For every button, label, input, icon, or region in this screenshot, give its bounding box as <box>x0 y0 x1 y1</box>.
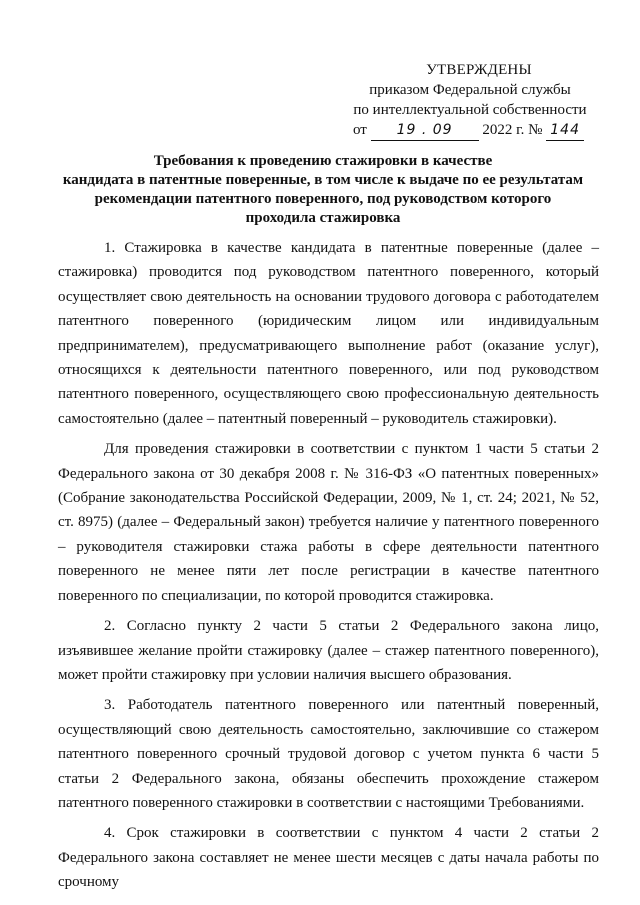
approval-line-1: приказом Федеральной службы <box>369 82 571 98</box>
title-line-2: кандидата в патентные поверенные, в том числе к выдаче по ее результатам <box>62 172 584 188</box>
paragraph-3: 3. Работодатель патентного поверенного или патентный поверенный, осуществляющий свою деятельность самостоятельно, заключившие со стажером патентного поверенного срочный трудовой договор с учетом пункта 6 части 5 статьи 2 Федерального закона, обязаны обеспечить прохождение стажером патентного поверенного стажировки в соответствии с настоящими Требованиями. <box>58 697 599 811</box>
year-number-text: 2022 г. № <box>482 122 543 138</box>
paragraph-1: 1. Стажировка в качестве кандидата в патентные поверенные (далее – стажировка) проводится под руководством патентного поверенного, который осуществляет свою деятельность на основании трудового договора с работодателем патентного поверенного (юридическим лицом или индивидуальным предпринимателем), предусматривающего выполнение работ (оказание услуг), относящихся к деятельности патентного поверенного, или под руководством патентного поверенного, осуществляющего свою профессиональную деятельность самостоятельно (далее – патентный поверенный – руководитель стажировки). <box>58 240 599 427</box>
approval-line-2: по интеллектуальной собственности <box>353 102 587 118</box>
title-line-4: проходила стажировка <box>245 210 401 226</box>
paragraph-2: 2. Согласно пункту 2 части 5 статьи 2 Федерального закона лицо, изъявившее желание пройти стажировку (далее – стажер патентного поверенного), может пройти стажировку при условии наличия высшего образования. <box>58 618 599 683</box>
title-line-1: Требования к проведению стажировки в качестве <box>153 153 493 169</box>
approval-date-line <box>345 120 595 141</box>
approved-heading: УТВЕРЖДЕНЫ <box>426 62 532 78</box>
title-line-3: рекомендации патентного поверенного, под руководством которого <box>94 191 552 207</box>
number-handwritten: 144 <box>550 122 580 138</box>
paragraph-4: 4. Срок стажировки в соответствии с пунктом 4 части 2 статьи 2 Федерального закона составляет не менее шести месяцев с даты начала работы по срочному <box>58 825 599 891</box>
date-field <box>371 120 479 141</box>
date-prefix: от <box>353 122 367 138</box>
document-title <box>58 152 588 228</box>
date-handwritten: 19 . 09 <box>396 122 453 138</box>
approval-block <box>345 60 595 141</box>
number-field <box>546 120 584 141</box>
paragraph-1-continued: Для проведения стажировки в соответствии с пунктом 1 части 5 статьи 2 Федерального закона от 30 декабря 2008 г. № 316-ФЗ «О патентных поверенных» (Собрание законодательства Российской Федерации, 2009, № 1, ст. 24; 2021, № 52, ст. 8975) (далее – Федеральный закон) требуется наличие у патентного поверенного – руководителя стажировки стажа работы в сфере деятельности патентного поверенного не менее пяти лет после регистрации в качестве патентного поверенного по специализации, по которой проводится стажировка. <box>58 441 599 604</box>
document-body <box>58 236 599 901</box>
